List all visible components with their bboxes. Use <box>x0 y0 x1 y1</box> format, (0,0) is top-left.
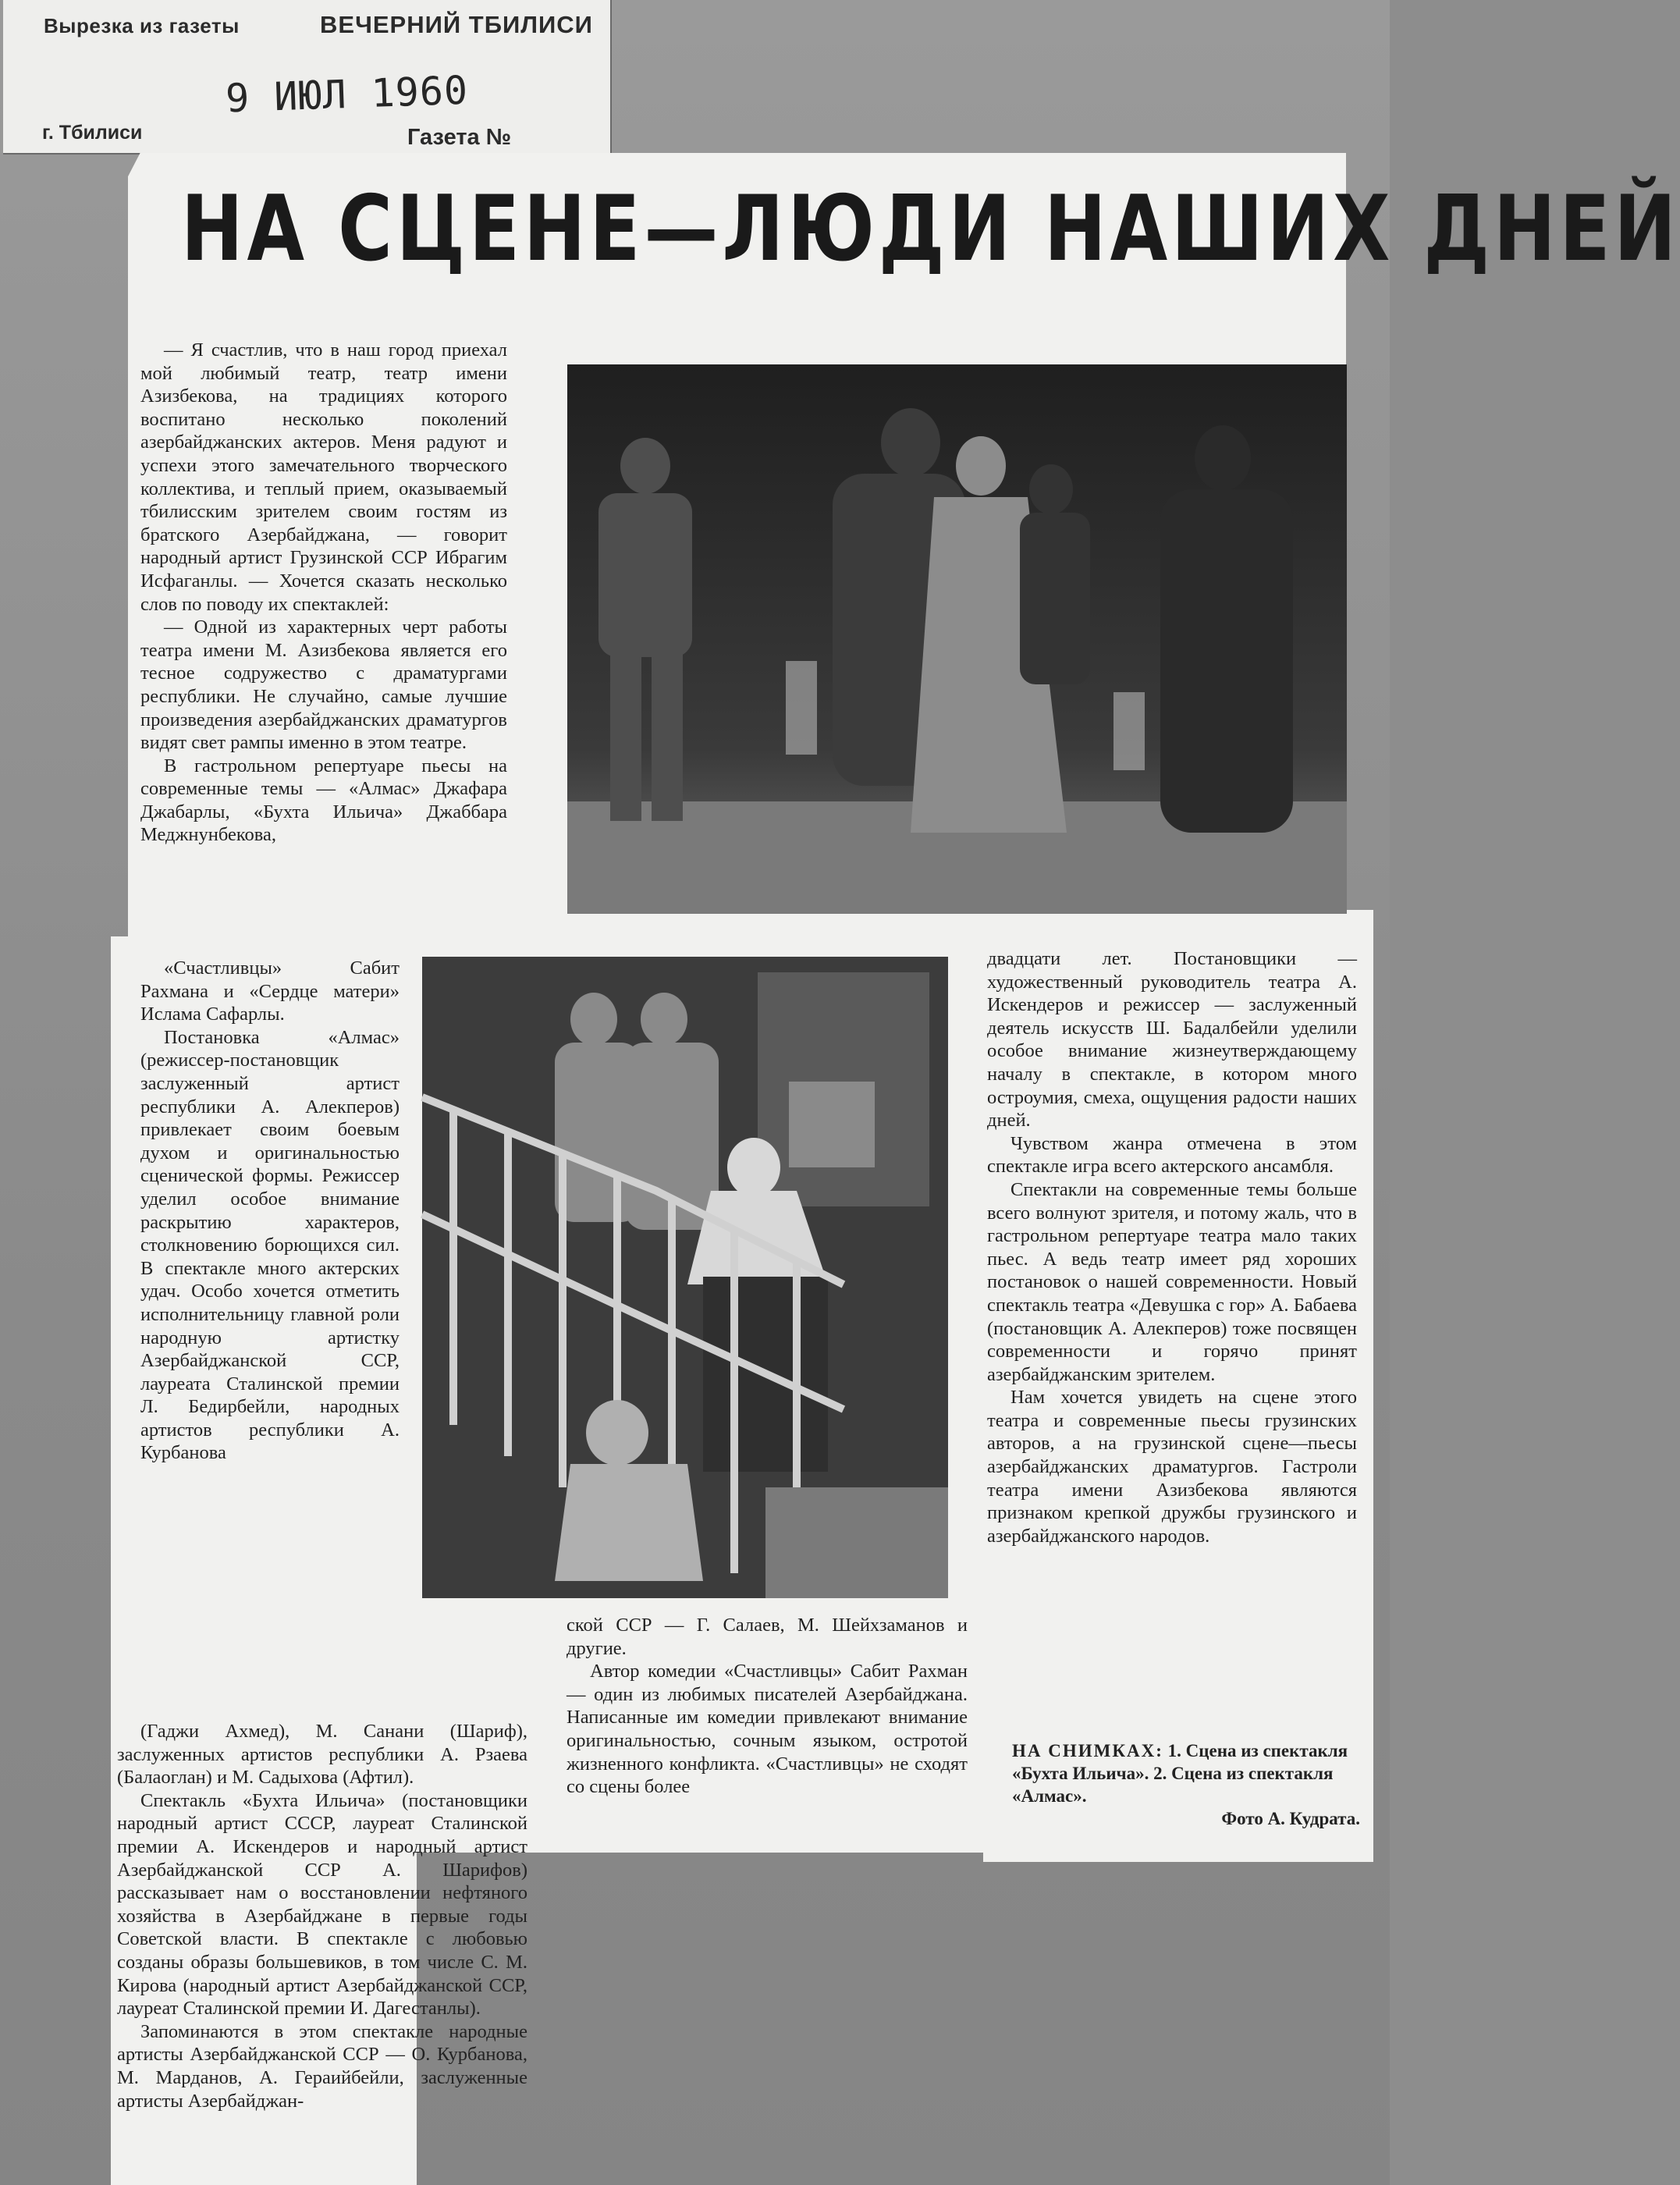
photo-credit: Фото А. Кудрата. <box>1221 1809 1360 1828</box>
stage-photo-2 <box>422 957 948 1598</box>
article-column-1-middle <box>140 957 400 1465</box>
paragraph: Спектакли на современные темы больше всего волнуют зрителя, и потому жаль, что в гастрольном репертуаре театра мало таких пьес. А ведь театр имеет ряд хороших постановок о нашей современности. Новый спектакль театра «Девушка с гор» А. Бабаева (постановщик А. Алекперов) тоже посвящен современности и горячо принят азербайджанским зрителем. <box>987 1178 1357 1385</box>
stage-photo-1-image <box>567 364 1347 914</box>
paragraph: Спектакль «Бухта Ильича» (постановщики народный артист СССР, лауреат Сталинской премии А. Искендеров и народный артист Азербайджанской ССР А. Шарифов) рассказывает нам о восстановлении нефтяного хозяйства в Азербайджане в первые годы Советской власти. В спектакле с любовью созданы образы большевиков, в том числе С. М. Кирова (народный артист Азербайджанской ССР, лауреат Сталинской премии И. Дагестанлы). <box>117 1789 527 2020</box>
paragraph: Запоминаются в этом спектакле народные артисты Азербайджанской ССР — О. Курбанова, М. Марданов, А. Гераийбейли, заслуженные артисты Азербайджан- <box>117 2020 527 2112</box>
clipping-label-text: Вырезка из газеты <box>44 14 240 37</box>
paragraph: — Я счастлив, что в наш город приехал мой любимый театр, театр имени Азизбекова, на традициях которого воспитано несколько поколений азербайджанских актеров. Меня радуют и успехи этого замечательного творческого коллектива, и теплый прием, оказываемый тбилисским зрителем своим гостям из братского Азербайджана, — говорит народный артист Грузинской ССР Ибрагим Исфаганлы. — Хочется сказать несколько слов по поводу их спектаклей: <box>140 339 507 615</box>
stage-photo-2-image <box>422 957 948 1598</box>
date-stamp: 9 ИЮЛ 1960 <box>225 67 469 122</box>
paragraph: Чувством жанра отмечена в этом спектакле игра всего актерского ансамбля. <box>987 1132 1357 1178</box>
paragraph: — Одной из характерных черт работы театра имени М. Азизбекова является его тесное содружество с драматургами республики. Не случайно, самые лучшие произведения азербайджанских драматургов видят свет рампы именно в этом театре. <box>140 616 507 754</box>
paragraph: Автор комедии «Счастливцы» Сабит Рахман — один из любимых писателей Азербайджана. Написанные им комедии привлекают внимание оригинальностью, сочным языком, остротой жизненного конфликта. «Счастливцы» не сходят со сцены более <box>567 1661 968 1798</box>
photo-captions <box>1012 1739 1360 1830</box>
clipping-label <box>3 0 612 155</box>
captions-lead: НА СНИМКАХ: <box>1012 1741 1163 1760</box>
issue-number-label: Газета № <box>407 125 512 150</box>
paragraph: двадцати лет. Постановщики — художественный руководитель театра А. Искендеров и режиссер — заслуженный деятель искусств Ш. Бадалбейли уделили особое внимание жизнеутверждающему началу в спектакле, в котором много остроумия, смеха, ощущения радости наших дней. <box>987 948 1357 1132</box>
newspaper-name: ВЕЧЕРНИЙ ТБИЛИСИ <box>320 11 593 38</box>
paragraph: «Счастливцы» Сабит Рахмана и «Сердце матери» Ислама Сафарлы. <box>140 957 400 1025</box>
article-headline: НА СЦЕНЕ—ЛЮДИ НАШИХ ДНЕЙ <box>181 176 1680 282</box>
city-label: г. Тбилиси <box>42 122 143 144</box>
paragraph: В гастрольном репертуаре пьесы на современные темы — «Алмас» Джафара Джабарлы, «Бухта Ильича» Джаббара Меджнунбекова, <box>140 755 507 846</box>
stage-photo-1 <box>567 364 1347 914</box>
article-column-3 <box>987 947 1357 1547</box>
article-column-2 <box>567 1614 968 1799</box>
article-column-1-bottom <box>117 1720 527 2112</box>
article-column-1-top <box>140 339 546 847</box>
paragraph: (Гаджи Ахмед), М. Санани (Шариф), заслуженных артистов республики А. Рзаева (Балаоглан) и М. Садыхова (Афтил). <box>117 1721 527 1789</box>
captions-text: 1. Сцена из спектакля «Бухта Ильича». 2. Сцена из спектакля «Алмас». <box>1012 1741 1348 1806</box>
paragraph: ской ССР — Г. Салаев, М. Шейхзаманов и другие. <box>567 1615 968 1659</box>
paragraph: Постановка «Алмас» (режиссер-постановщик заслуженный артист республики А. Алекперов) привлекает своим боевым духом и оригинальностью сценической формы. Режиссер уделил особое внимание раскрытию характеров, столкновению борющихся сил. В спектакле много актерских удач. Особо хочется отметить исполнительницу главной роли народную артистку Азербайджанской ССР, лауреата Сталинской премии Л. Бедирбейли, народных артистов республики А. Курбанова <box>140 1026 400 1464</box>
paragraph: Нам хочется увидеть на сцене этого театра и современные пьесы грузинских авторов, а на грузинской сцене—пьесы азербайджанских драматургов. Гастроли театра имени Азизбекова являются признаком крепкой дружбы грузинского и азербайджанского народов. <box>987 1387 1357 1547</box>
